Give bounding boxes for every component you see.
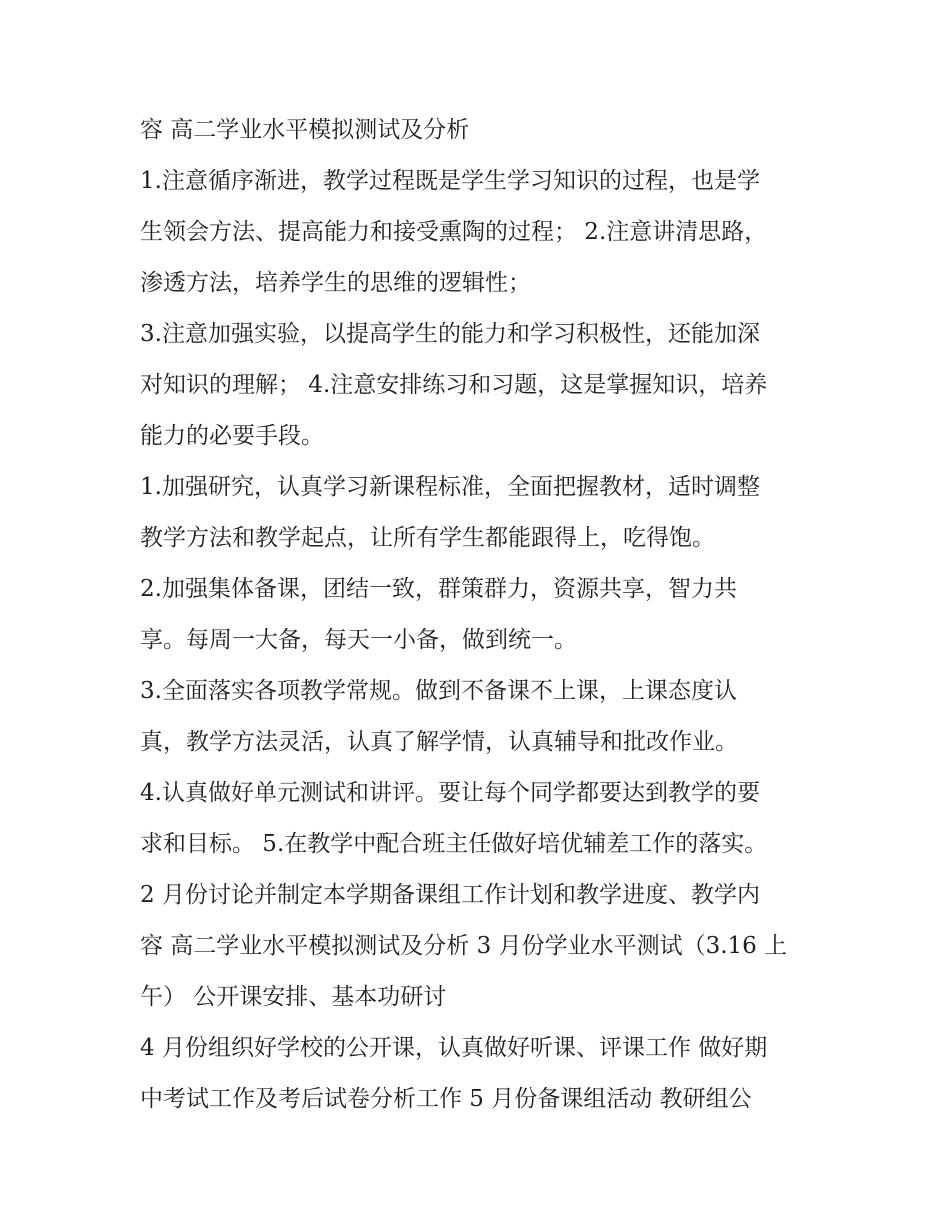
text-line: 午） 公开课安排、基本功研讨 (140, 984, 447, 1010)
text-line: 3.注意加强实验，以提高学生的能力和学习积极性，还能加深 (140, 321, 760, 347)
text-line: 真，教学方法灵活，认真了解学情，认真辅导和批改作业。 (140, 729, 738, 755)
text-line: 教学方法和教学起点，让所有学生都能跟得上，吃得饱。 (140, 525, 715, 551)
text-line: 4.认真做好单元测试和讲评。要让每个同学都要达到教学的要 (140, 780, 760, 806)
text-line: 容 高二学业水平模拟测试及分析 3 月份学业水平测试（3.16 上 (140, 933, 788, 959)
text-line: 容 高二学业水平模拟测试及分析 (140, 117, 470, 143)
text-line: 中考试工作及考后试卷分析工作 5 月份备课组活动 教研组公 (140, 1086, 752, 1112)
text-line: 求和目标。 5.在教学中配合班主任做好培优辅差工作的落实。 (140, 831, 768, 857)
text-line: 2 月份讨论并制定本学期备课组工作计划和教学进度、教学内 (140, 882, 760, 908)
text-line: 对知识的理解； 4.注意安排练习和习题，这是掌握知识，培养 (140, 372, 768, 398)
text-line: 生领会方法、提高能力和接受熏陶的过程； 2.注意讲清思路， (140, 219, 768, 245)
text-line: 1.加强研究，认真学习新课程标准，全面把握教材，适时调整 (140, 474, 760, 500)
text-line: 享。每周一大备，每天一小备，做到统一。 (140, 627, 577, 653)
text-line: 能力的必要手段。 (140, 423, 324, 449)
text-line: 1.注意循序渐进，教学过程既是学生学习知识的过程，也是学 (140, 168, 760, 194)
text-line: 4 月份组织好学校的公开课，认真做好听课、评课工作 做好期 (140, 1035, 768, 1061)
text-line: 2.加强集体备课，团结一致，群策群力，资源共享，智力共 (140, 576, 737, 602)
text-line: 3.全面落实各项教学常规。做到不备课不上课，上课态度认 (140, 678, 737, 704)
text-line: 渗透方法，培养学生的思维的逻辑性； (140, 270, 531, 296)
